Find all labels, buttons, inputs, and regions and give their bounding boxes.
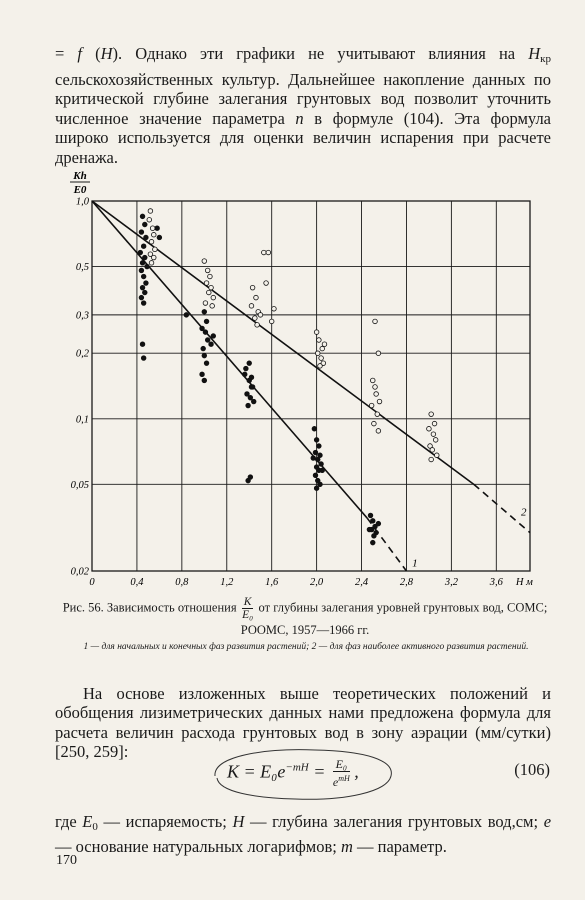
point-open	[377, 399, 382, 404]
chart-grid	[92, 201, 530, 571]
x-tick-label: 1,2	[220, 577, 234, 588]
point-filled	[201, 346, 206, 351]
point-filled	[248, 475, 253, 480]
trend-line-2	[92, 201, 474, 484]
point-open	[434, 453, 439, 458]
point-open	[209, 285, 214, 290]
y-tick-label: 0,3	[75, 310, 89, 322]
figure-caption: Рис. 56. Зависимость отношения $\frac{K}{\text{E₀}}$ от глубины залегания уровней грунтовых вод, СОМС; РООМС, 1957—1966 гг.	[62, 596, 548, 637]
point-filled	[204, 361, 209, 366]
x-tick-label: 0,4	[130, 577, 144, 588]
point-open	[269, 319, 274, 324]
point-filled	[316, 444, 321, 449]
line-label-2: 2	[521, 506, 527, 519]
point-filled	[247, 361, 252, 366]
point-filled	[205, 338, 210, 343]
point-open	[376, 351, 381, 356]
point-filled	[141, 301, 146, 306]
y-tick-label: 0,1	[75, 414, 89, 426]
point-filled	[142, 222, 147, 227]
point-open	[153, 247, 158, 252]
point-filled	[209, 342, 214, 347]
point-filled	[250, 385, 255, 390]
point-filled	[211, 334, 216, 339]
point-open	[431, 432, 436, 437]
point-open	[149, 239, 154, 244]
point-open	[317, 338, 322, 343]
point-open	[320, 346, 325, 351]
point-filled	[251, 399, 256, 404]
chart-points	[138, 209, 439, 545]
point-open	[147, 217, 152, 222]
point-open	[322, 342, 327, 347]
point-filled	[367, 527, 372, 532]
point-open	[427, 426, 432, 431]
x-tick-label: 3,6	[489, 577, 503, 588]
point-filled	[315, 457, 320, 462]
point-open	[150, 226, 155, 231]
point-filled	[139, 268, 144, 273]
chart-trend-lines	[92, 201, 530, 571]
point-open	[249, 304, 254, 309]
point-open	[430, 448, 435, 453]
point-filled	[202, 309, 207, 314]
caption-fraction: $\frac{K}{\text{E₀}}$	[242, 596, 254, 621]
point-filled	[313, 473, 318, 478]
point-filled	[140, 285, 145, 290]
x-axis-label: H м	[515, 577, 533, 588]
y-axis-label-num: Kh	[73, 170, 87, 182]
point-filled	[314, 437, 319, 442]
point-open	[149, 261, 154, 266]
point-open	[205, 268, 210, 273]
point-open	[208, 274, 213, 279]
intro-paragraph: = f (H). Однако эти графики не учитывают влияния на $H_{кр}$ сельскохозяйственных культур. Дальнейшее накопление данных по критической глубине залегания грунтовых вод позволит уточнить численное значение параметра n в формуле (104). Эта формула широко используется для оценки величин испарения при расчете дренажа.	[55, 44, 552, 167]
point-open	[250, 285, 255, 290]
point-open	[314, 330, 319, 335]
point-filled	[204, 319, 209, 324]
point-filled	[243, 366, 248, 371]
point-open	[148, 209, 153, 214]
point-filled	[142, 255, 147, 260]
point-filled	[202, 378, 207, 383]
point-open	[370, 378, 375, 383]
plot-frame	[92, 201, 530, 571]
y-tick-label: 0,2	[75, 348, 89, 360]
point-filled	[202, 353, 207, 358]
x-tick-label: 0,8	[175, 577, 189, 588]
point-filled	[140, 342, 145, 347]
point-filled	[376, 521, 381, 526]
x-tick-label: 2,4	[354, 577, 369, 588]
page-number: 170	[56, 853, 77, 868]
point-filled	[141, 274, 146, 279]
point-open	[432, 421, 437, 426]
point-open	[272, 306, 277, 311]
point-open	[264, 281, 269, 286]
point-filled	[141, 244, 146, 249]
point-open	[253, 316, 258, 321]
point-open	[258, 313, 263, 318]
point-open	[151, 255, 156, 260]
x-tick-label: 2,0	[310, 577, 324, 588]
point-filled	[319, 462, 324, 467]
point-open	[254, 295, 259, 300]
point-filled	[140, 260, 145, 265]
point-open	[373, 319, 378, 324]
point-open	[211, 295, 216, 300]
point-filled	[141, 356, 146, 361]
trend-line-1	[92, 201, 367, 518]
point-filled	[370, 518, 375, 523]
body-paragraph: На основе изложенных выше теоретических положений и обобщения лизиметрических данных нами предложена формула для расчета величин расхода грунтовых вод в зону аэрации (мм/сутки) [250, 259]:	[55, 684, 551, 762]
definitions-paragraph: где $E_0$ — испаряемость; H — глубина залегания грунтовых вод,см; e — основание натуральных логарифмов; m — параметр.	[55, 812, 552, 857]
point-open	[210, 304, 215, 309]
point-filled	[200, 372, 205, 377]
point-open	[319, 356, 324, 361]
point-filled	[320, 468, 325, 473]
point-filled	[184, 312, 189, 317]
point-filled	[144, 235, 149, 240]
point-open	[202, 259, 207, 264]
equation-number: (106)	[514, 760, 550, 779]
point-open	[373, 385, 378, 390]
point-open	[255, 323, 260, 328]
point-open	[204, 281, 209, 286]
point-open	[374, 392, 379, 397]
point-open	[375, 412, 380, 417]
point-filled	[318, 482, 323, 487]
point-filled	[139, 230, 144, 235]
figure-legend-note: 1 — для начальных и конечных фаз развития растений; 2 — для фаз наиболее активного развития растений.	[83, 642, 529, 652]
point-open	[429, 412, 434, 417]
x-tick-label: 1,6	[265, 577, 279, 588]
point-filled	[312, 426, 317, 431]
point-filled	[313, 450, 318, 455]
point-filled	[246, 403, 251, 408]
point-filled	[248, 395, 253, 400]
point-open	[203, 301, 208, 306]
point-filled	[157, 235, 162, 240]
point-filled	[145, 264, 150, 269]
y-axis-label-den: E0	[73, 184, 87, 196]
point-filled	[203, 330, 208, 335]
point-filled	[368, 513, 373, 518]
point-filled	[249, 375, 254, 380]
point-filled	[370, 540, 375, 545]
point-filled	[140, 214, 145, 219]
line-label-1: 1	[412, 557, 418, 570]
point-open	[369, 403, 374, 408]
x-tick-label: 3,2	[444, 577, 458, 588]
x-tick-label: 0	[89, 577, 95, 588]
point-filled	[138, 250, 143, 255]
point-filled	[314, 486, 319, 491]
point-open	[207, 290, 212, 295]
point-open	[318, 364, 323, 369]
point-open	[372, 421, 377, 426]
point-filled	[311, 456, 316, 461]
y-tick-label: 0,5	[75, 262, 89, 274]
point-filled	[144, 281, 149, 286]
point-filled	[142, 290, 147, 295]
point-filled	[242, 372, 247, 377]
chart-figure-56	[62, 165, 542, 595]
y-tick-label: 1,0	[75, 196, 89, 208]
point-open	[151, 232, 156, 237]
x-tick-label: 2,8	[399, 577, 414, 588]
point-open	[433, 438, 438, 443]
y-tick-label: 0,05	[70, 479, 89, 491]
point-filled	[371, 533, 376, 538]
y-tick-label: 0,02	[70, 566, 89, 578]
point-open	[266, 250, 271, 255]
point-open	[315, 351, 320, 356]
point-open	[429, 457, 434, 462]
point-filled	[139, 295, 144, 300]
point-filled	[155, 226, 160, 231]
point-open	[376, 429, 381, 434]
point-open	[262, 250, 267, 255]
formula-106: $K = E_0e^{-mH}$ = $\frac{\text{E₀}}{e^{mH}}$ , (106)	[205, 746, 550, 802]
